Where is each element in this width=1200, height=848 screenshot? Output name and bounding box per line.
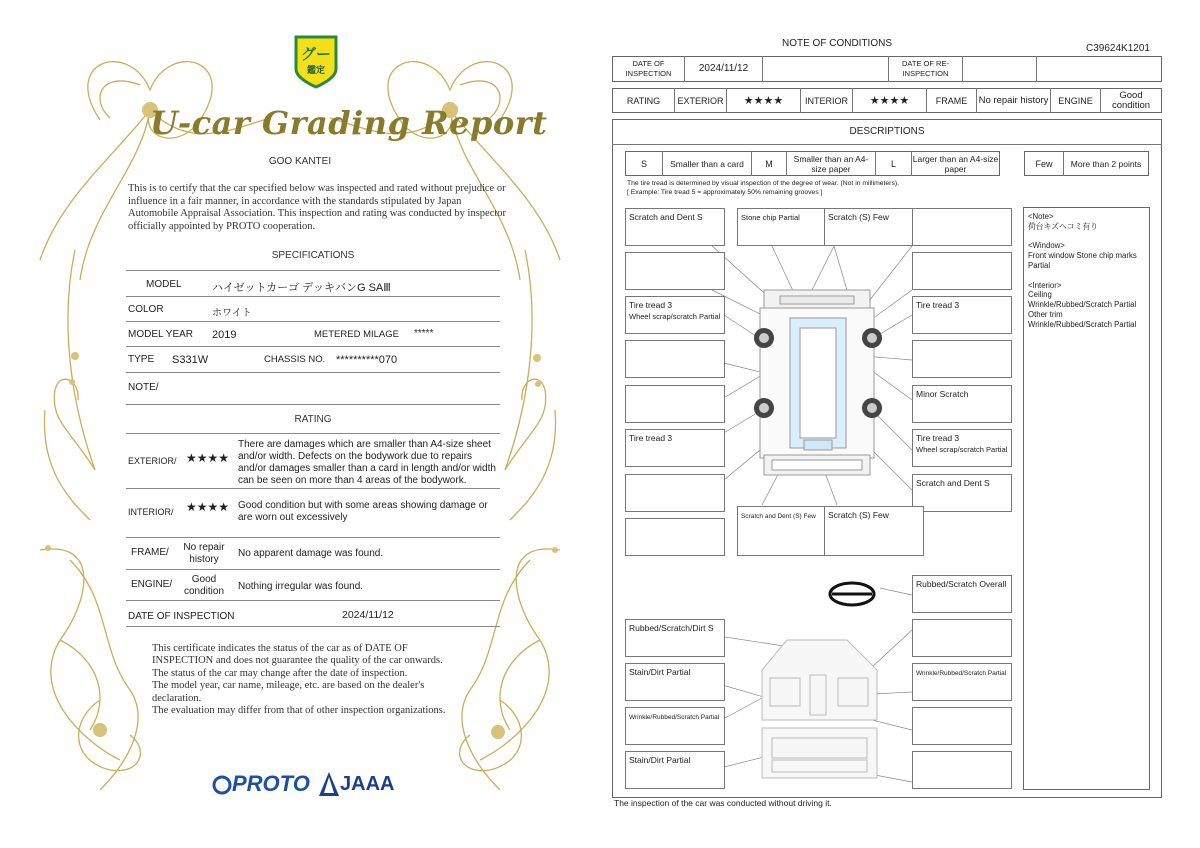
engine-label: ENGINE/ xyxy=(131,579,173,590)
type-value: S331W xyxy=(172,354,209,366)
model-value: ハイゼットカーゴ デッキバンG SAⅢ xyxy=(212,282,391,294)
damage-label: Minor Scratch xyxy=(916,389,969,399)
damage-label: Scratch and Dent (S) Few xyxy=(741,513,816,520)
damage-label: Stain/Dirt Partial xyxy=(629,755,691,765)
report-subtitle: GOO KANTEI xyxy=(268,156,332,167)
inspection-date-value: 2024/11/12 xyxy=(342,609,394,621)
engine-value: Good condition xyxy=(183,574,225,597)
notes-box xyxy=(1023,207,1150,790)
spec-divider xyxy=(126,321,500,322)
damage-label: Wheel scrap/scratch Partial xyxy=(916,445,1008,454)
disclaimer-line: The status of the car may change after the date of inspection. xyxy=(152,667,408,679)
tire-example: [ Example: Tire tread 5 = approximately 50% remaining grooves ] xyxy=(627,189,823,196)
legend-l-text: Larger than an A4-size paper xyxy=(912,153,999,174)
damage-label: Wheel scrap/scratch Partial xyxy=(629,312,721,321)
damage-label: Tire tread 3 xyxy=(629,300,673,310)
damage-box xyxy=(625,340,725,378)
interior-stars: ★★★★ xyxy=(869,94,910,107)
report-title: U-car Grading Report xyxy=(150,104,548,142)
damage-label: Scratch and Dent S xyxy=(629,212,703,222)
spec-divider xyxy=(126,346,500,347)
interior-stars: ★★★★ xyxy=(186,500,230,514)
damage-label: Scratch and Dent S xyxy=(916,478,990,488)
disclaimer-line: The evaluation may differ from that of other inspection organizations. xyxy=(152,705,446,717)
note-line: Wrinkle/Rubbed/Scratch Partial xyxy=(1028,319,1137,329)
damage-label: Wrinkle/Rubbed/Scratch Partial xyxy=(916,670,1007,677)
frame-description: No apparent damage was found. xyxy=(238,548,384,559)
damage-label: Stain/Dirt Partial xyxy=(629,667,691,677)
rating-divider xyxy=(126,537,500,538)
steering-wheel-icon xyxy=(830,583,874,605)
damage-label: Stone chip Partial xyxy=(741,213,800,222)
rating-divider xyxy=(126,433,500,434)
frame-value: No repair history xyxy=(978,94,1049,106)
damage-label: Tire tread 3 xyxy=(916,433,960,443)
model-label: MODEL xyxy=(146,279,182,290)
model-year-label: MODEL YEAR xyxy=(128,329,194,340)
frame-label: FRAME xyxy=(935,95,968,106)
damage-box xyxy=(912,208,1012,246)
damage-box xyxy=(912,385,1012,423)
proto-logo: PROTO xyxy=(232,771,310,796)
damage-label: Scratch (S) Few xyxy=(828,212,889,222)
specifications-heading: SPECIFICATIONS xyxy=(271,250,355,261)
damage-label: Scratch (S) Few xyxy=(828,510,889,520)
goo-kantei-badge xyxy=(288,33,344,89)
legend-l: L xyxy=(890,158,896,169)
damage-box xyxy=(912,252,1012,290)
engine-description: Nothing irregular was found. xyxy=(238,581,364,592)
reinspection-label: DATE OF RE-INSPECTION xyxy=(902,59,949,78)
spec-divider xyxy=(126,372,500,373)
damage-box xyxy=(824,506,924,556)
date-label: DATE OF INSPECTION xyxy=(625,59,672,78)
spec-divider xyxy=(126,270,500,271)
disclaimer-line: declaration. xyxy=(152,692,202,704)
legend-m: M xyxy=(765,158,773,169)
rating-heading: RATING xyxy=(294,414,332,425)
model-year-value: 2019 xyxy=(212,329,237,341)
engine-value: Good condition xyxy=(1111,89,1151,111)
rating-label: RATING xyxy=(626,95,661,106)
type-label: TYPE xyxy=(128,354,155,365)
interior-description: Good condition but with some areas showing damage or are worn out excessively xyxy=(238,500,488,523)
damage-box xyxy=(625,208,725,246)
date-value: 2024/11/12 xyxy=(698,63,749,74)
damage-box xyxy=(912,575,1012,613)
damage-label: Tire tread 3 xyxy=(629,433,673,443)
note-line: Other trim xyxy=(1028,309,1063,319)
color-label: COLOR xyxy=(128,304,164,315)
damage-box xyxy=(625,252,725,290)
note-line: Ceiling xyxy=(1028,290,1052,300)
disclaimer-line: INSPECTION and does not guarantee the quality of the car onwards. xyxy=(152,655,443,667)
chassis-value: **********070 xyxy=(336,354,398,366)
note-line: <Note> xyxy=(1028,212,1054,221)
spec-divider xyxy=(126,404,500,405)
interior-label: INTERIOR/ xyxy=(128,507,174,517)
rating-divider xyxy=(126,569,500,570)
damage-label: Rubbed/Scratch/Dirt S xyxy=(629,623,714,633)
damage-label: Wrinkle/Rubbed/Scratch Partial xyxy=(629,714,720,721)
tire-note: The tire tread is determined by visual inspection of the degree of wear. (Not in millimeters). xyxy=(627,180,899,187)
disclaimer-line: This certificate indicates the status of the car as of DATE OF xyxy=(152,643,408,654)
spec-divider xyxy=(126,296,500,297)
inspection-date-label: DATE OF INSPECTION xyxy=(128,611,235,622)
damage-box xyxy=(737,506,837,556)
mileage-label: METERED MILAGE xyxy=(314,329,399,340)
conditions-footer: The inspection of the car was conducted without driving it. xyxy=(614,798,832,808)
damage-box xyxy=(912,296,1012,334)
damage-box xyxy=(625,296,725,334)
damage-box xyxy=(625,518,725,556)
damage-box xyxy=(737,208,837,246)
mileage-value: ***** xyxy=(414,328,434,339)
interior-label: INTERIOR xyxy=(804,95,848,106)
disclaimer-line: The model year, car name, mileage, etc. are based on the dealer's xyxy=(152,680,425,692)
note-line: Front window Stone chip marks Partial xyxy=(1028,251,1137,270)
exterior-description: There are damages which are smaller than A4-size sheet and/or width. Defects on the bodywork due to repairs and/or damages smaller than a card in length and/or width can be seen on more than 4 areas of the bodywork. xyxy=(238,439,496,486)
rating-divider xyxy=(126,626,500,627)
report-id: C39624K1201 xyxy=(1086,43,1150,54)
legend-s: S xyxy=(640,158,647,169)
note-line: <Window> xyxy=(1028,241,1065,251)
engine-label: ENGINE xyxy=(1058,95,1093,106)
damage-box xyxy=(912,751,1012,789)
frame-label: FRAME/ xyxy=(131,547,169,558)
legend-s-text: Smaller than a card xyxy=(670,158,744,169)
exterior-label: EXTERIOR/ xyxy=(128,456,177,466)
legend-few: Few xyxy=(1035,158,1053,169)
damage-box xyxy=(912,619,1012,657)
note-label: NOTE/ xyxy=(128,382,159,393)
damage-box xyxy=(625,474,725,512)
exterior-label: EXTERIOR xyxy=(677,95,724,106)
certification-text: This is to certify that the car specified below was inspected and rated without prejudice or influence in a fair manner, in accordance with the standards stipulated by Japan Automobile Appraisal Association. This inspection and rating was conducted by inspector officially appointed by PROTO cooperation. xyxy=(128,183,507,232)
jaaa-logo-icon xyxy=(318,771,340,797)
damage-label: Rubbed/Scratch Overall xyxy=(916,579,1007,589)
note-line: Wrinkle/Rubbed/Scratch Partial xyxy=(1028,300,1137,310)
damage-box xyxy=(625,663,725,701)
conditions-title: NOTE OF CONDITIONS xyxy=(782,38,892,49)
damage-box xyxy=(912,429,1012,467)
frame-value: No repair history xyxy=(183,542,225,565)
color-value: ホワイト xyxy=(212,308,252,319)
damage-box xyxy=(912,340,1012,378)
damage-box xyxy=(912,663,1012,701)
damage-box xyxy=(824,208,924,246)
proto-logo-icon xyxy=(212,775,232,795)
exterior-stars: ★★★★ xyxy=(743,94,784,107)
note-line: <Interior> xyxy=(1028,280,1062,290)
rating-divider xyxy=(126,600,500,601)
damage-label: Tire tread 3 xyxy=(916,300,960,310)
exterior-stars: ★★★★ xyxy=(186,451,230,465)
note-line: 荷台キズヘコミ有り xyxy=(1028,221,1099,231)
certificate-disclaimer xyxy=(152,643,492,717)
descriptions-heading: DESCRIPTIONS xyxy=(849,126,925,137)
legend-few-text: More than 2 points xyxy=(1070,158,1142,169)
damage-box xyxy=(625,707,725,745)
chassis-label: CHASSIS NO. xyxy=(264,354,326,365)
rating-divider xyxy=(126,488,500,489)
jaaa-logo: JAAA xyxy=(340,773,395,795)
damage-box xyxy=(625,619,725,657)
damage-box xyxy=(912,707,1012,745)
svg-text:鑑定: 鑑定 xyxy=(306,66,326,76)
damage-box xyxy=(625,429,725,467)
svg-text:グー: グー xyxy=(300,45,332,63)
damage-box xyxy=(625,385,725,423)
damage-box xyxy=(625,751,725,789)
damage-box xyxy=(912,474,1012,512)
legend-m-text: Smaller than an A4-size paper xyxy=(793,153,869,174)
